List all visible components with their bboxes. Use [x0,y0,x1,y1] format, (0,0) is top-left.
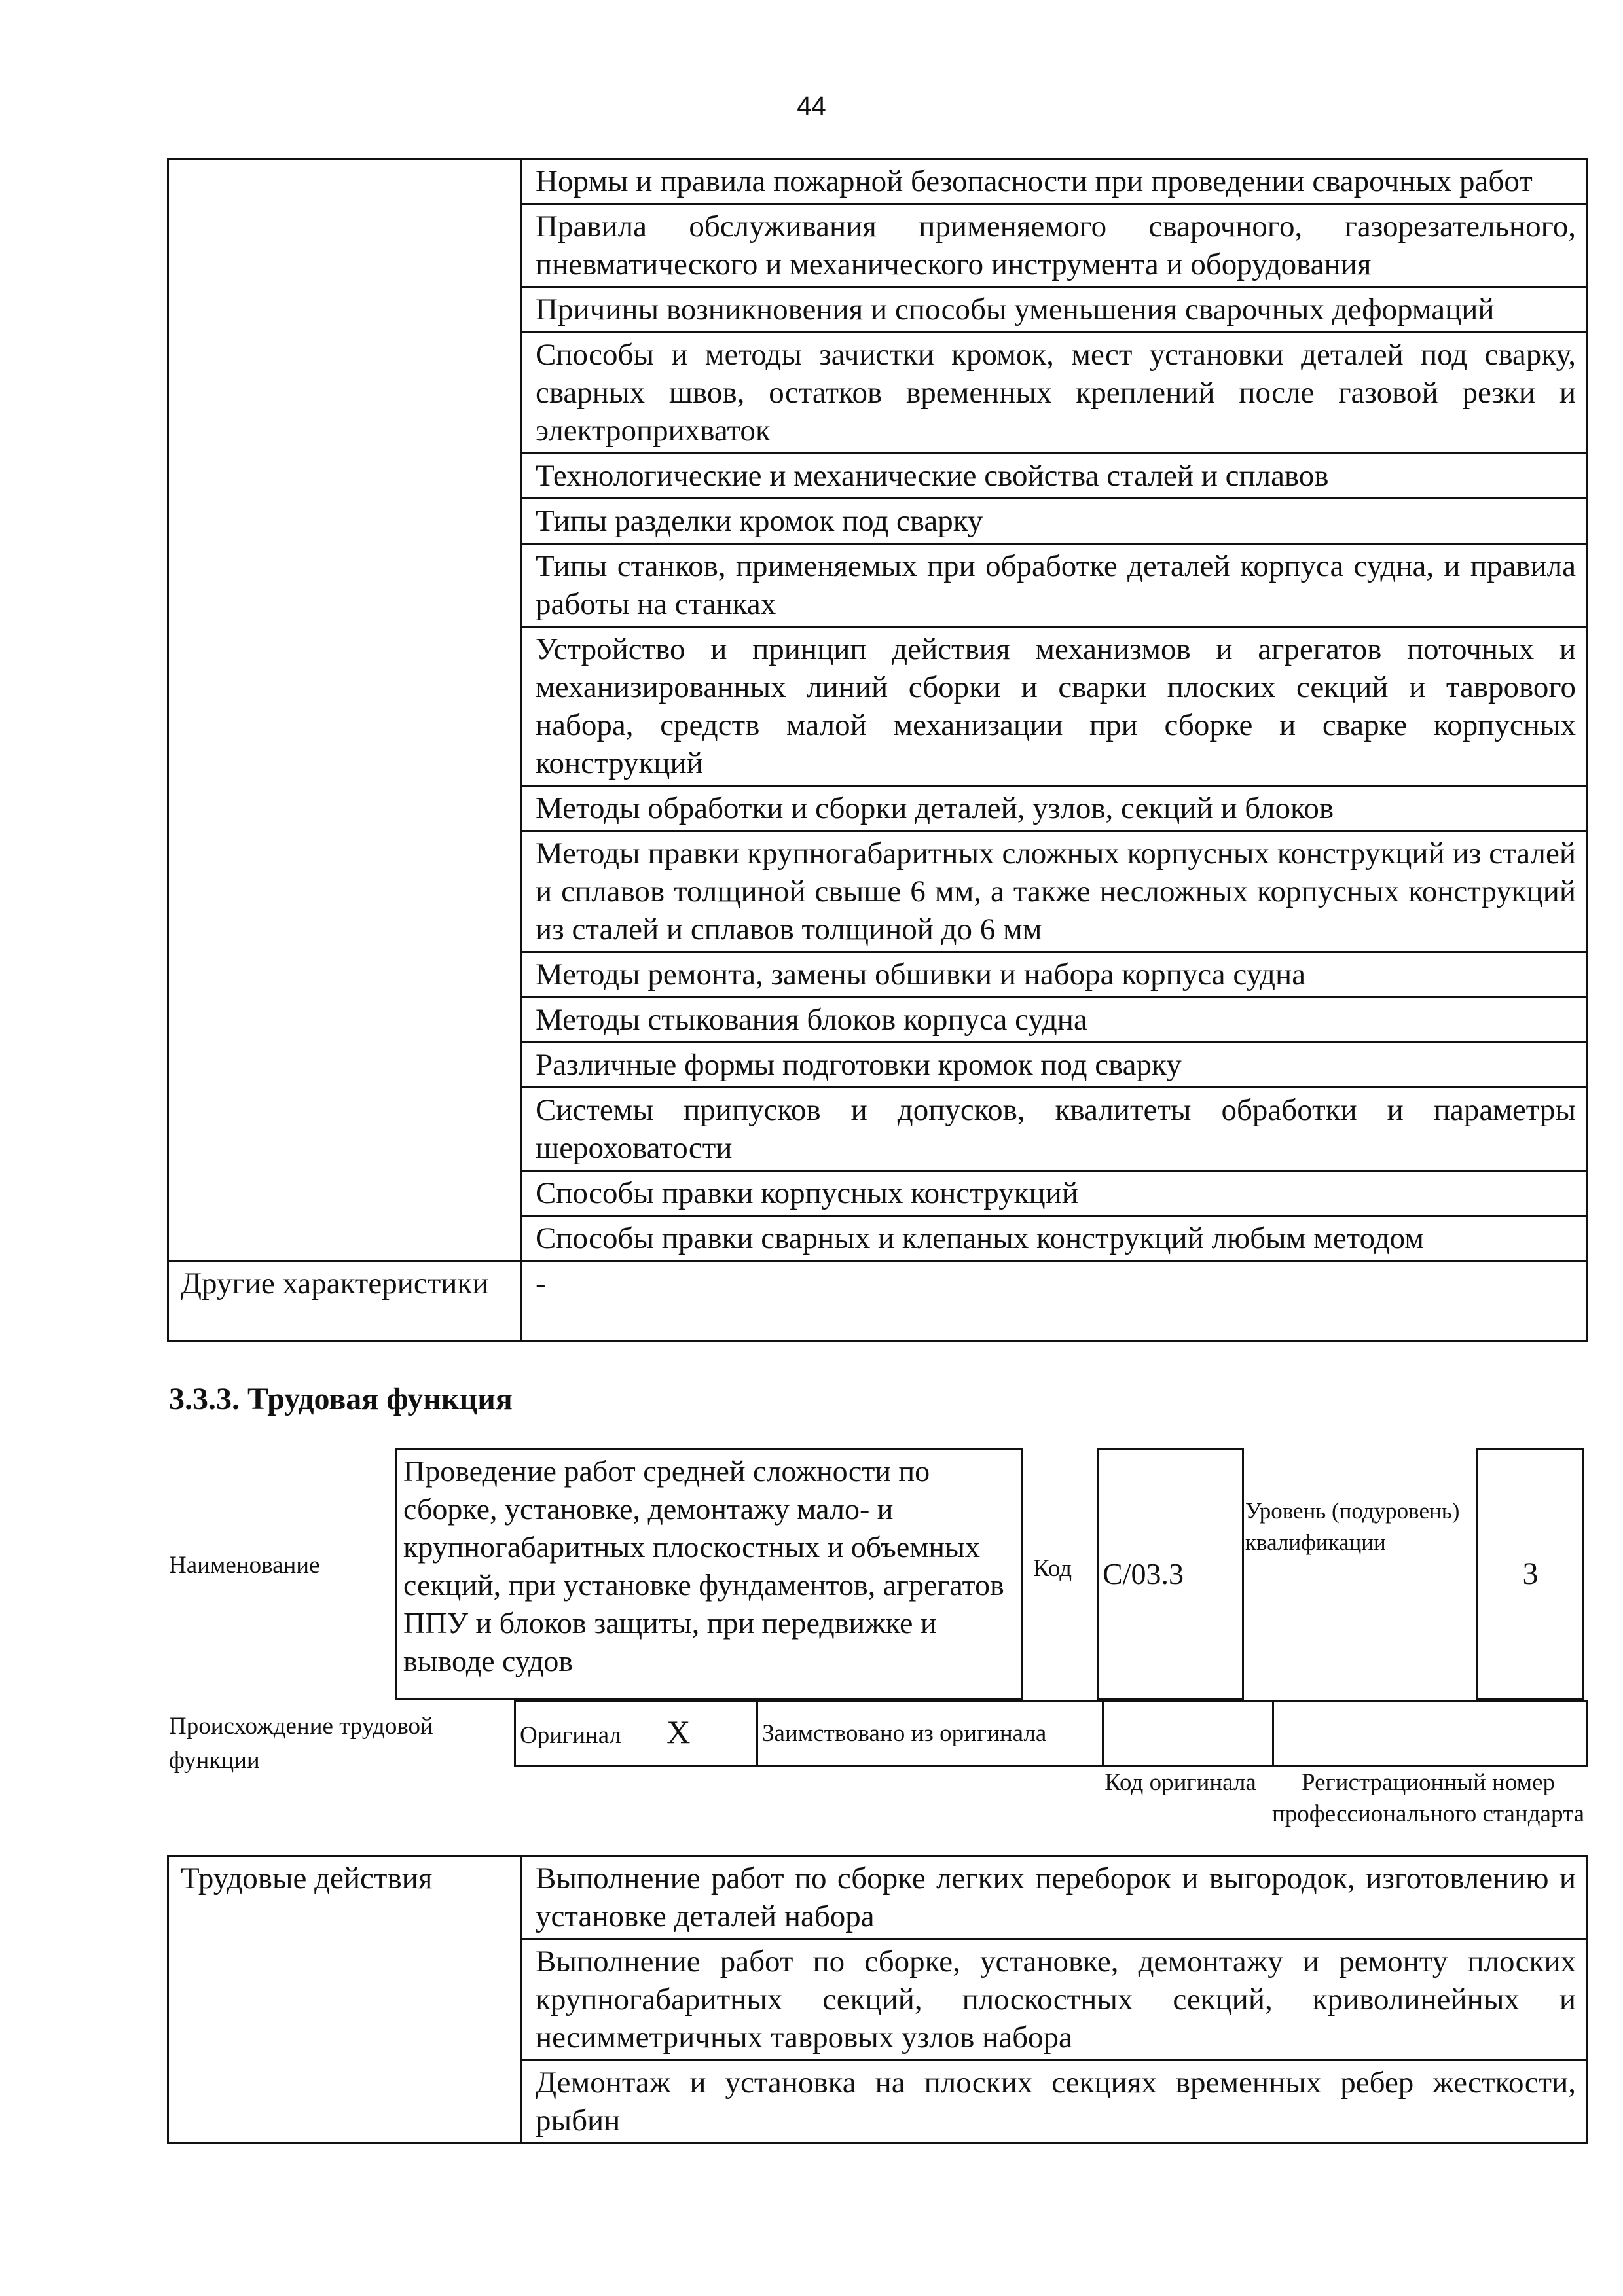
knowledge-row: Способы и методы зачистки кромок, мест установки деталей под сварку, сварных швов, остатков временных креплений после газовой резки и электроприхваток [522,332,1588,454]
knowledge-row: Способы правки корпусных конструкций [522,1171,1588,1216]
function-name-value: Проведение работ средней сложности по сборке, установке, демонтажу мало- и крупногабаритных плоскостных и объемных секций, при установке фундаментов, агрегатов ППУ и блоков защиты, при передвижке и выводе судов [395,1448,1023,1700]
labor-action-row: Выполнение работ по сборке, установке, демонтажу и ремонту плоских крупногабаритных секций, плоскостных секций, криволинейных и несимметричных тавровых узлов набора [522,1939,1588,2060]
other-characteristics-label: Другие характеристики [168,1261,522,1342]
knowledge-label-cell [168,159,522,1261]
labor-action-row: Демонтаж и установка на плоских секциях временных ребер жесткости, рыбин [522,2060,1588,2144]
origin-table [514,1700,1588,1767]
labor-actions-label: Трудовые действия [168,1856,522,2144]
knowledge-row: Правила обслуживания применяемого сварочного, газорезательного, пневматического и механического инструмента и оборудования [522,204,1588,287]
knowledge-row: Устройство и принцип действия механизмов и агрегатов поточных и механизированных линий сборки и сварки плоских секций и таврового набора, средств малой механизации при сборке и сварке корпусных конструкций [522,627,1588,786]
function-name-label: Наименование [169,1552,320,1579]
knowledge-row: Методы обработки и сборки деталей, узлов, секций и блоков [522,786,1588,831]
origin-original-cell [515,1702,757,1767]
knowledge-row: Различные формы подготовки кромок под сварку [522,1043,1588,1088]
origin-reg-number-cell [1273,1702,1588,1767]
knowledge-row: Способы правки сварных и клепаных конструкций любым методом [522,1216,1588,1261]
origin-original-mark: X [666,1713,691,1750]
knowledge-row: Системы припусков и допусков, квалитеты обработки и параметры шероховатости [522,1088,1588,1171]
origin-label: Происхождение трудовой функции [169,1713,433,1774]
knowledge-row: Методы стыкования блоков корпуса судна [522,997,1588,1043]
other-characteristics-value: - [522,1261,1588,1342]
knowledge-row: Методы правки крупногабаритных сложных корпусных конструкций из сталей и сплавов толщиной свыше 6 мм, а также несложных корпусных конструкций из сталей и сплавов толщиной до 6 мм [522,831,1588,952]
origin-original-label: Оригинал [520,1722,622,1749]
function-code-value: C/03.3 [1097,1448,1244,1700]
origin-borrowed-label: Заимствовано из оригинала [757,1702,1103,1767]
knowledge-row: Технологические и механические свойства сталей и сплавов [522,454,1588,499]
section-title: 3.3.3. Трудовая функция [169,1382,513,1416]
qualification-level-value: 3 [1476,1448,1584,1700]
knowledge-row: Причины возникновения и способы уменьшения сварочных деформаций [522,287,1588,332]
labor-action-row: Выполнение работ по сборке легких переборок и выгородок, изготовлению и установке деталей набора [522,1856,1588,1939]
qualification-level-label: Уровень (подуровень) квалификации [1245,1498,1460,1555]
original-code-label: Код оригинала [1104,1769,1256,1796]
registration-number-label: Регистрационный номер профессионального стандарта [1271,1769,1585,1827]
knowledge-row: Методы ремонта, замены обшивки и набора корпуса судна [522,952,1588,997]
knowledge-row: Типы станков, применяемых при обработке деталей корпуса судна, и правила работы на станках [522,544,1588,627]
knowledge-table [167,158,1588,1342]
origin-code-cell [1103,1702,1273,1767]
function-code-label: Код [1033,1555,1072,1582]
knowledge-row: Нормы и правила пожарной безопасности при проведении сварочных работ [522,159,1588,204]
labor-actions-table [167,1855,1588,2144]
page-number: 44 [797,92,826,120]
knowledge-row: Типы разделки кромок под сварку [522,499,1588,544]
